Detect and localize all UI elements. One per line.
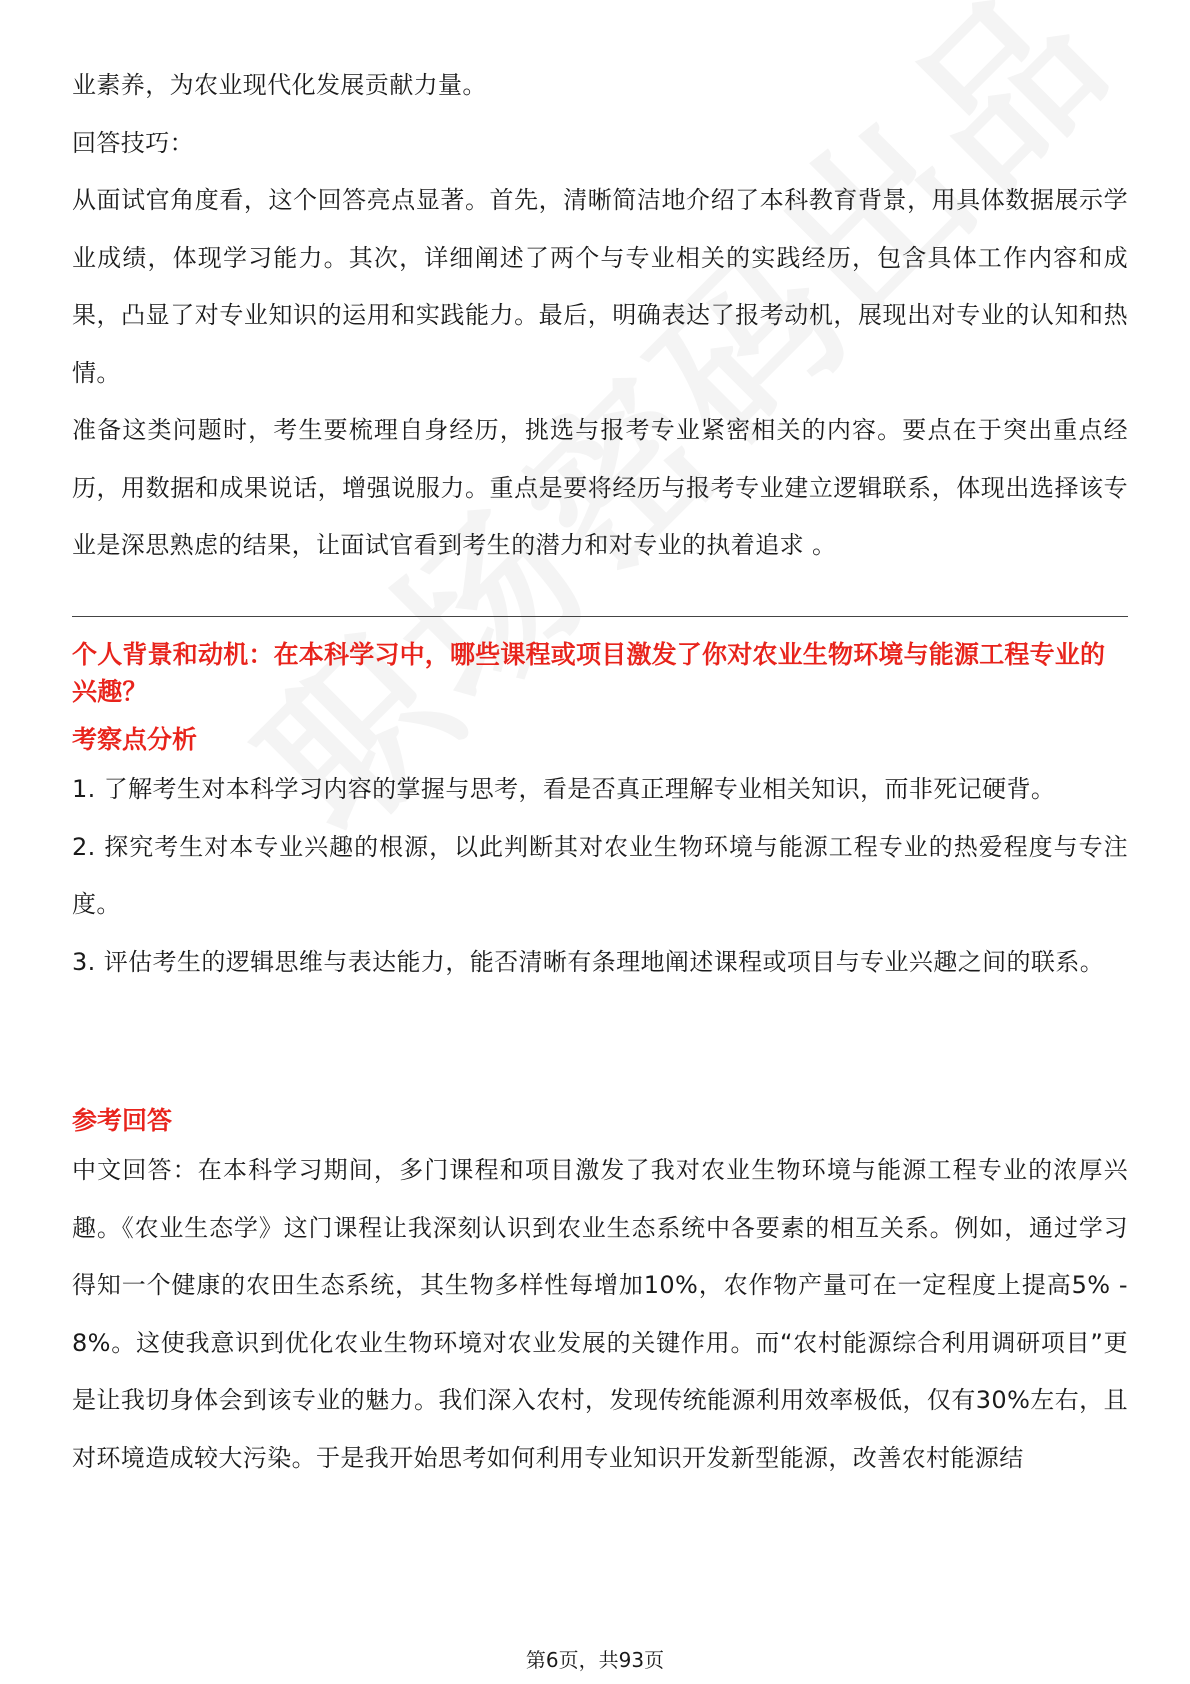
answer-heading: 参考回答 xyxy=(72,1106,173,1135)
question-section xyxy=(72,636,1128,710)
analysis-list xyxy=(72,761,1128,991)
tips-heading: 回答技巧： xyxy=(72,128,194,157)
top-section xyxy=(72,57,1128,575)
answer-text: 中文回答：在本科学习期间，多门课程和项目激发了我对农业生物环境与能源工程专业的浓厚兴趣。《农业生态学》这门课程让我深刻认识到农业生态系统中各要素的相互关系。例如，通过学习得知一个健康的农田生态系统，其生物多样性每增加10%，农作物产量可在一定程度上提高5% - 8%。这使我意识到优化农业生物环境对农业发展的关键作用。而“农村能源综合利用调研项目”更是让我切身体会到该专业的魅力。我们深入农村，发现传统能源利用效率极低，仅有30%左右，且对环境造成较大污染。于是我开始思考如何利用专业知识开发新型能源，改善农村能源结 xyxy=(72,1156,1128,1472)
tips-paragraph-1: 从面试官角度看，这个回答亮点显著。首先，清晰简洁地介绍了本科教育背景，用具体数据展示学业成绩，体现学习能力。其次，详细阐述了两个与专业相关的实践经历，包含具体工作内容和成果，凸显了对专业知识的运用和实践能力。最后，明确表达了报考动机，展现出对专业的认知和热情。 xyxy=(72,186,1128,387)
analysis-item-2: 2. 探究考生对本专业兴趣的根源，以此判断其对农业生物环境与能源工程专业的热爱程度与专注度。 xyxy=(72,832,1128,918)
analysis-heading: 考察点分析 xyxy=(72,725,198,754)
tips-paragraph-2: 准备这类问题时，考生要梳理自身经历，挑选与报考专业紧密相关的内容。要点在于突出重点经历，用数据和成果说话，增强说服力。重点是要将经历与报考专业建立逻辑联系，体现出选择该专业是深思熟虑的结果，让面试官看到考生的潜力和对专业的执着追求 。 xyxy=(72,416,1128,559)
analysis-section xyxy=(72,720,1128,760)
analysis-item-3: 3. 评估考生的逻辑思维与表达能力，能否清晰有条理地阐述课程或项目与专业兴趣之间的联系。 xyxy=(72,947,1105,976)
answer-section xyxy=(72,1142,1128,1487)
analysis-item-1: 1. 了解考生对本科学习内容的掌握与思考，看是否真正理解专业相关知识，而非死记硬背。 xyxy=(72,775,1056,803)
continuation-text: 业素养，为农业现代化发展贡献力量。 xyxy=(72,71,487,99)
page-footer: 第6页，共93页 xyxy=(525,1648,665,1672)
section-divider xyxy=(72,616,1128,617)
answer-heading-wrap xyxy=(72,1101,1128,1141)
question-title: 个人背景和动机：在本科学习中，哪些课程或项目激发了你对农业生物环境与能源工程专业的兴趣？ xyxy=(72,640,1106,706)
